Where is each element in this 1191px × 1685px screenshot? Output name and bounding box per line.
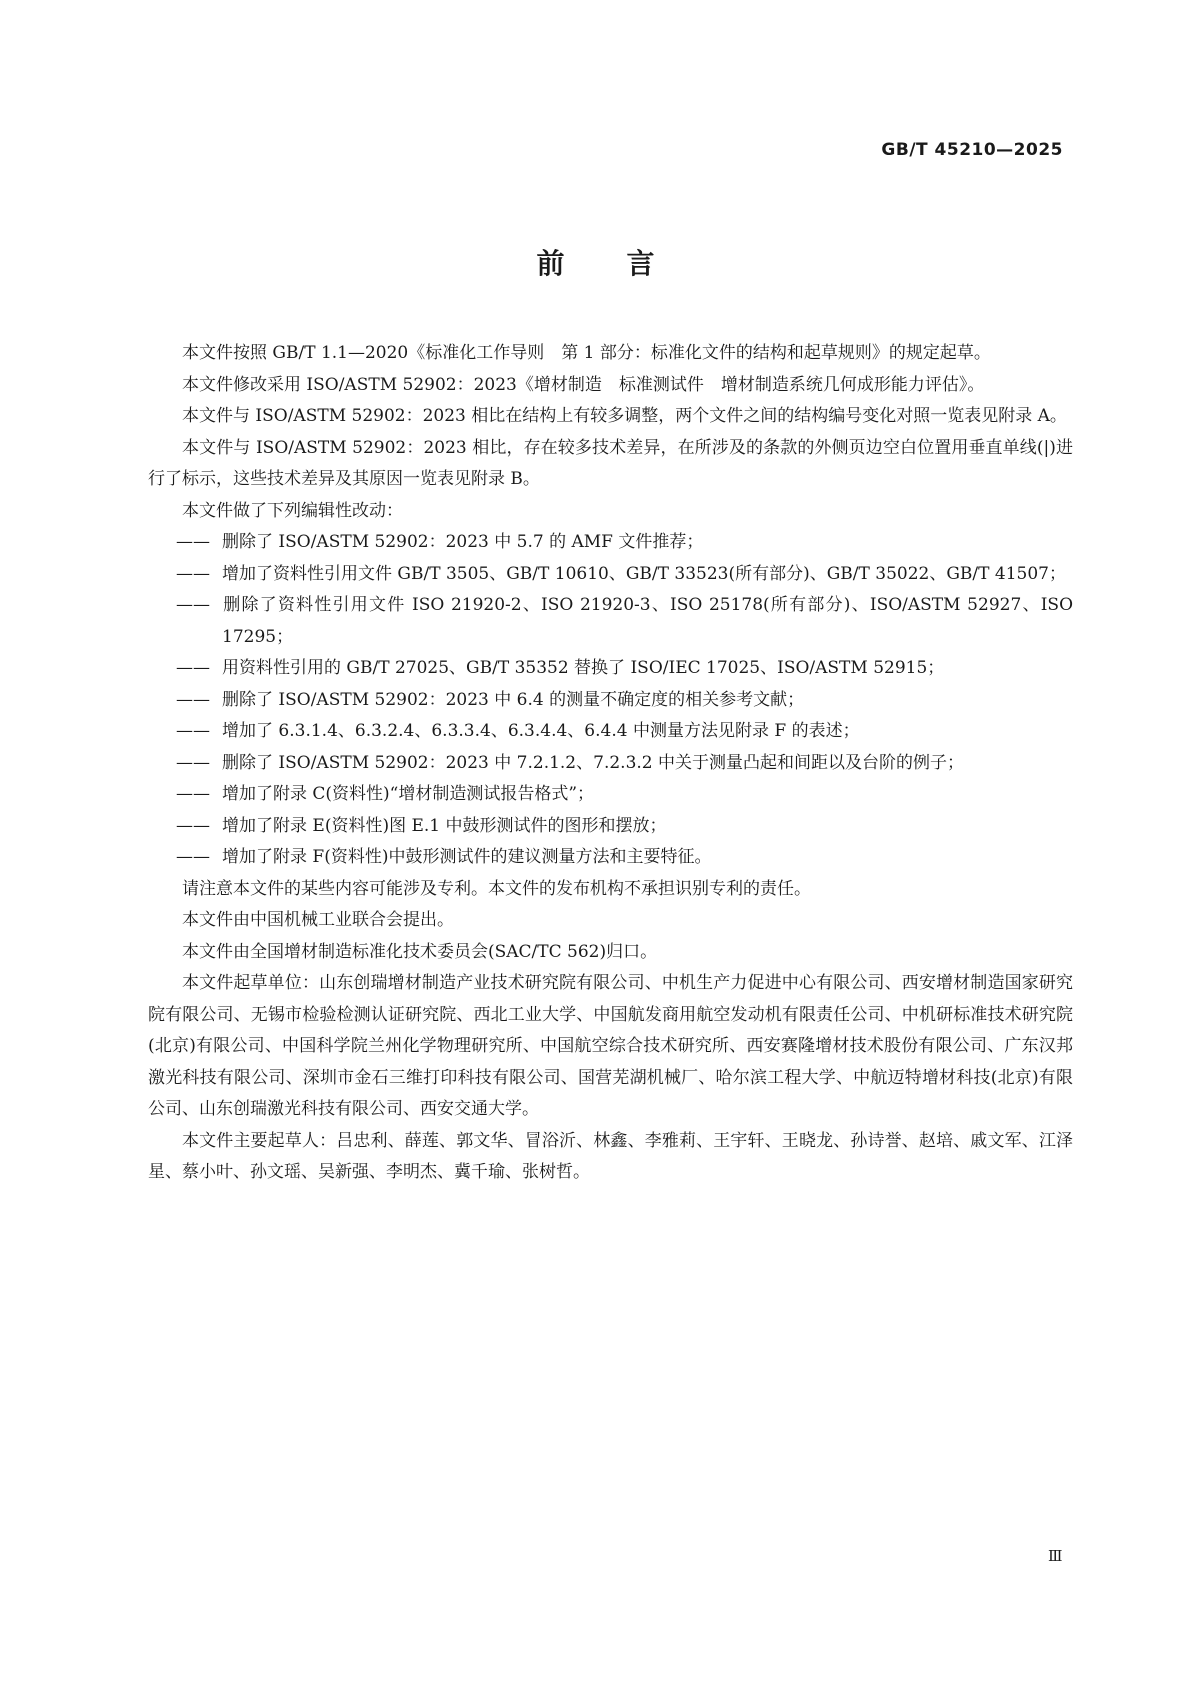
list-item-text: 增加了附录 C(资料性)“增材制造测试报告格式”； [222,784,595,804]
dash-marker: —— [176,815,210,836]
editorial-changes-list [148,527,1073,874]
dash-marker: —— [176,689,210,710]
list-item-text: 删除了 ISO/ASTM 52902：2023 中 7.2.1.2、7.2.3.2 中关于测量凸起和间距以及台阶的例子； [222,752,965,773]
list-item [148,685,1073,717]
list-item-text: 用资料性引用的 GB/T 27025、GB/T 35352 替换了 ISO/IEC 17025、ISO/ASTM 52915； [222,658,945,678]
list-item-text: 删除了 ISO/ASTM 52902：2023 中 6.4 的测量不确定度的相关参考文献； [222,689,805,710]
dash-marker: —— [176,784,210,804]
list-item-text: 增加了资料性引用文件 GB/T 3505、GB/T 10610、GB/T 33523(所有部分)、GB/T 35022、GB/T 41507； [222,563,1066,584]
list-item-text: 增加了 6.3.1.4、6.3.2.4、6.3.3.4、6.3.4.4、6.4.4 中测量方法见附录 F 的表述； [222,721,860,741]
list-item-text: 增加了附录 F(资料性)中鼓形测试件的建议测量方法和主要特征。 [222,847,712,867]
paragraph-structure-changes: 本文件与 ISO/ASTM 52902：2023 相比在结构上有较多调整，两个文件之间的结构编号变化对照一览表见附录 A。 [182,406,1067,426]
paragraph-drafting-rules: 本文件按照 GB/T 1.1—2020《标准化工作导则 第 1 部分：标准化文件的结构和起草规则》的规定起草。 [182,343,991,363]
dash-marker: —— [176,532,210,552]
list-item [148,559,1073,591]
paragraph-patent-notice: 请注意本文件的某些内容可能涉及专利。本文件的发布机构不承担识别专利的责任。 [182,878,811,899]
list-item-text: 删除了资料性引用文件 ISO 21920-2、ISO 21920-3、ISO 25178(所有部分)、ISO/ASTM 52927、ISO 17295； [222,595,1073,647]
dash-marker: —— [176,721,210,741]
dash-marker: —— [176,658,210,678]
list-item [148,590,1073,653]
paragraph-editorial-intro: 本文件做了下列编辑性改动： [182,500,403,521]
standard-code: GB/T 45210—2025 [881,140,1063,160]
list-item [148,842,1073,874]
foreword-body [148,338,1073,1189]
dash-marker: —— [176,752,210,773]
paragraph-drafting-units: 本文件起草单位：山东创瑞增材制造产业技术研究院有限公司、中机生产力促进中心有限公司、西安增材制造国家研究院有限公司、无锡市检验检测认证研究院、西北工业大学、中国航发商用航空发动机有限责任公司、中机研标准技术研究院(北京)有限公司、中国科学院兰州化学物理研究所、中国航空综合技术研究所、西安赛隆增材技术股份有限公司、广东汉邦激光科技有限公司、深圳市金石三维打印科技有限公司、国营芜湖机械厂、哈尔滨工程大学、中航迈特增材科技(北京)有限公司、山东创瑞激光科技有限公司、西安交通大学。 [148,973,1073,1119]
page-number: Ⅲ [1048,1547,1063,1565]
page-title: 前言 [536,247,717,280]
list-item [148,716,1073,748]
paragraph-technical-deviations: 本文件与 ISO/ASTM 52902：2023 相比，存在较多技术差异，在所涉及的条款的外侧页边空白位置用垂直单线(|)进行了标示，这些技术差异及其原因一览表见附录 B。 [148,437,1073,489]
paragraph-drafters: 本文件主要起草人：吕忠利、薛莲、郭文华、冒浴沂、林鑫、李雅莉、王宇轩、王晓龙、孙诗誉、赵培、戚文军、江泽星、蔡小叶、孙文瑶、吴新强、李明杰、冀千瑜、张树哲。 [148,1130,1073,1182]
list-item-text: 增加了附录 E(资料性)图 E.1 中鼓形测试件的图形和摆放； [222,815,667,836]
paragraph-committee: 本文件由全国增材制造标准化技术委员会(SAC/TC 562)归口。 [182,941,658,962]
paragraph-adoption: 本文件修改采用 ISO/ASTM 52902：2023《增材制造 标准测试件 增材制造系统几何成形能力评估》。 [182,374,985,395]
list-item [148,811,1073,843]
list-item [148,653,1073,685]
dash-marker: —— [176,847,210,867]
list-item [148,779,1073,811]
list-item [148,748,1073,780]
list-item [148,527,1073,559]
list-item-text: 删除了 ISO/ASTM 52902：2023 中 5.7 的 AMF 文件推荐； [222,532,704,552]
dash-marker: —— [176,563,210,584]
paragraph-proposer: 本文件由中国机械工业联合会提出。 [182,910,454,930]
dash-marker: —— [176,595,210,615]
